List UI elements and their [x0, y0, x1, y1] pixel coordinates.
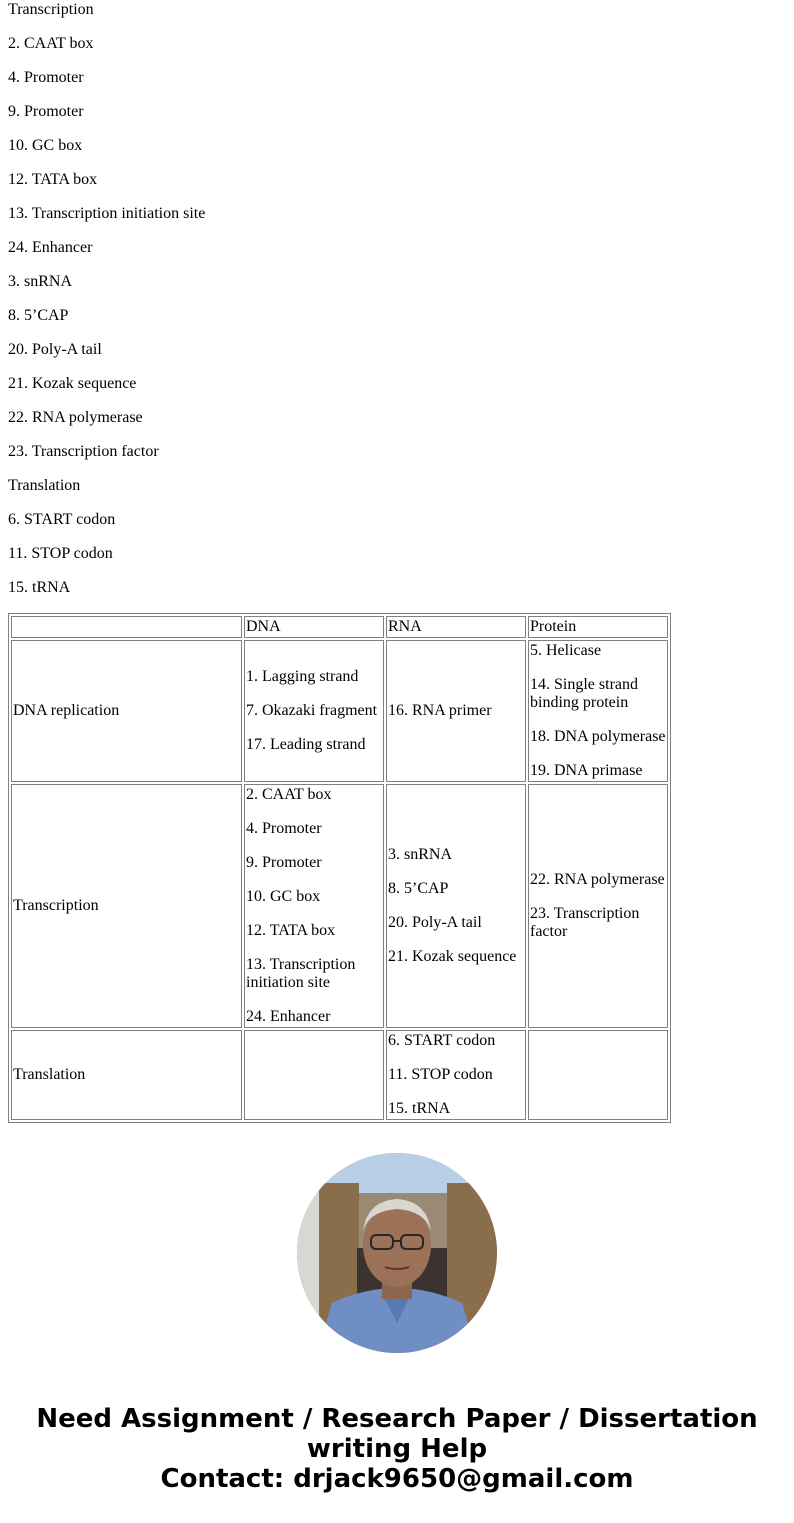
- cell-item: 4. Promoter: [246, 820, 322, 837]
- protein-cell: [528, 640, 668, 782]
- cell-item: 15. tRNA: [388, 1100, 451, 1117]
- table-row: [11, 784, 668, 1028]
- author-photo-icon: [297, 1153, 497, 1353]
- header-cell-dna: DNA: [244, 616, 384, 638]
- cell-item: 9. Promoter: [246, 854, 322, 871]
- rna-cell: [386, 784, 526, 1028]
- cell-item: 12. TATA box: [246, 922, 336, 939]
- cell-item: 5. Helicase: [530, 642, 602, 659]
- list-item: 12. TATA box: [8, 171, 98, 188]
- cell-item: 18. DNA polymerase: [530, 728, 666, 745]
- list-item: 3. snRNA: [8, 273, 73, 290]
- cell-item: 21. Kozak sequence: [388, 948, 517, 965]
- cell-item: 2. CAAT box: [246, 786, 332, 803]
- promo-contact: Contact: drjack9650@gmail.com: [160, 1464, 634, 1494]
- list-item: 4. Promoter: [8, 69, 84, 86]
- cell-item: 22. RNA polymerase: [530, 871, 665, 888]
- list-item: 15. tRNA: [8, 579, 71, 596]
- promo-line: Need Assignment / Research Paper / Dissertation: [36, 1404, 758, 1434]
- cell-item: 1. Lagging strand: [246, 668, 359, 685]
- cell-item: 11. STOP codon: [388, 1066, 493, 1083]
- cell-item: 17. Leading strand: [246, 736, 366, 753]
- promo-banner: [0, 1404, 794, 1494]
- cell-item: 16. RNA primer: [388, 702, 492, 719]
- rna-cell: [386, 640, 526, 782]
- header-cell-protein: Protein: [528, 616, 668, 638]
- cell-item: 23. Transcription factor: [530, 905, 640, 940]
- list-item: 11. STOP codon: [8, 545, 113, 562]
- cell-item: 14. Single strand binding protein: [530, 676, 638, 711]
- list-item: 13. Transcription initiation site: [8, 205, 206, 222]
- cell-item: 7. Okazaki fragment: [246, 702, 378, 719]
- author-avatar: [297, 1153, 497, 1353]
- promo-line: writing Help: [306, 1434, 488, 1464]
- cell-item: 3. snRNA: [388, 846, 453, 863]
- dna-cell: [244, 784, 384, 1028]
- dna-cell: [244, 640, 384, 782]
- cell-item: 6. START codon: [388, 1032, 496, 1049]
- list-item: 6. START codon: [8, 511, 116, 528]
- cell-item: 10. GC box: [246, 888, 321, 905]
- list-item: 10. GC box: [8, 137, 83, 154]
- table-row: [11, 640, 668, 782]
- header-cell-rna: RNA: [386, 616, 526, 638]
- list-item: 21. Kozak sequence: [8, 375, 137, 392]
- cell-item: 13. Transcription initiation site: [246, 956, 356, 991]
- header-cell-empty: [11, 616, 242, 638]
- protein-cell: [528, 1030, 668, 1120]
- term-list: [8, 0, 786, 597]
- row-label: Transcription: [11, 784, 242, 1028]
- protein-cell: [528, 784, 668, 1028]
- list-item: 9. Promoter: [8, 103, 84, 120]
- row-label: Translation: [11, 1030, 242, 1120]
- classification-table: [8, 613, 671, 1123]
- row-label: DNA replication: [11, 640, 242, 782]
- table-header-row: [11, 616, 668, 638]
- cell-item: 19. DNA primase: [530, 762, 643, 779]
- rna-cell: [386, 1030, 526, 1120]
- list-item: 23. Transcription factor: [8, 443, 159, 460]
- table-row: [11, 1030, 668, 1120]
- list-item: 22. RNA polymerase: [8, 409, 143, 426]
- cell-item: 8. 5’CAP: [388, 880, 449, 897]
- dna-cell: [244, 1030, 384, 1120]
- list-item: 24. Enhancer: [8, 239, 93, 256]
- list-item: 2. CAAT box: [8, 35, 94, 52]
- list-item: 8. 5’CAP: [8, 307, 69, 324]
- list-item: Translation: [8, 477, 81, 494]
- list-item: Transcription: [8, 1, 94, 18]
- cell-item: 24. Enhancer: [246, 1008, 331, 1025]
- list-item: 20. Poly-A tail: [8, 341, 102, 358]
- cell-item: 20. Poly-A tail: [388, 914, 482, 931]
